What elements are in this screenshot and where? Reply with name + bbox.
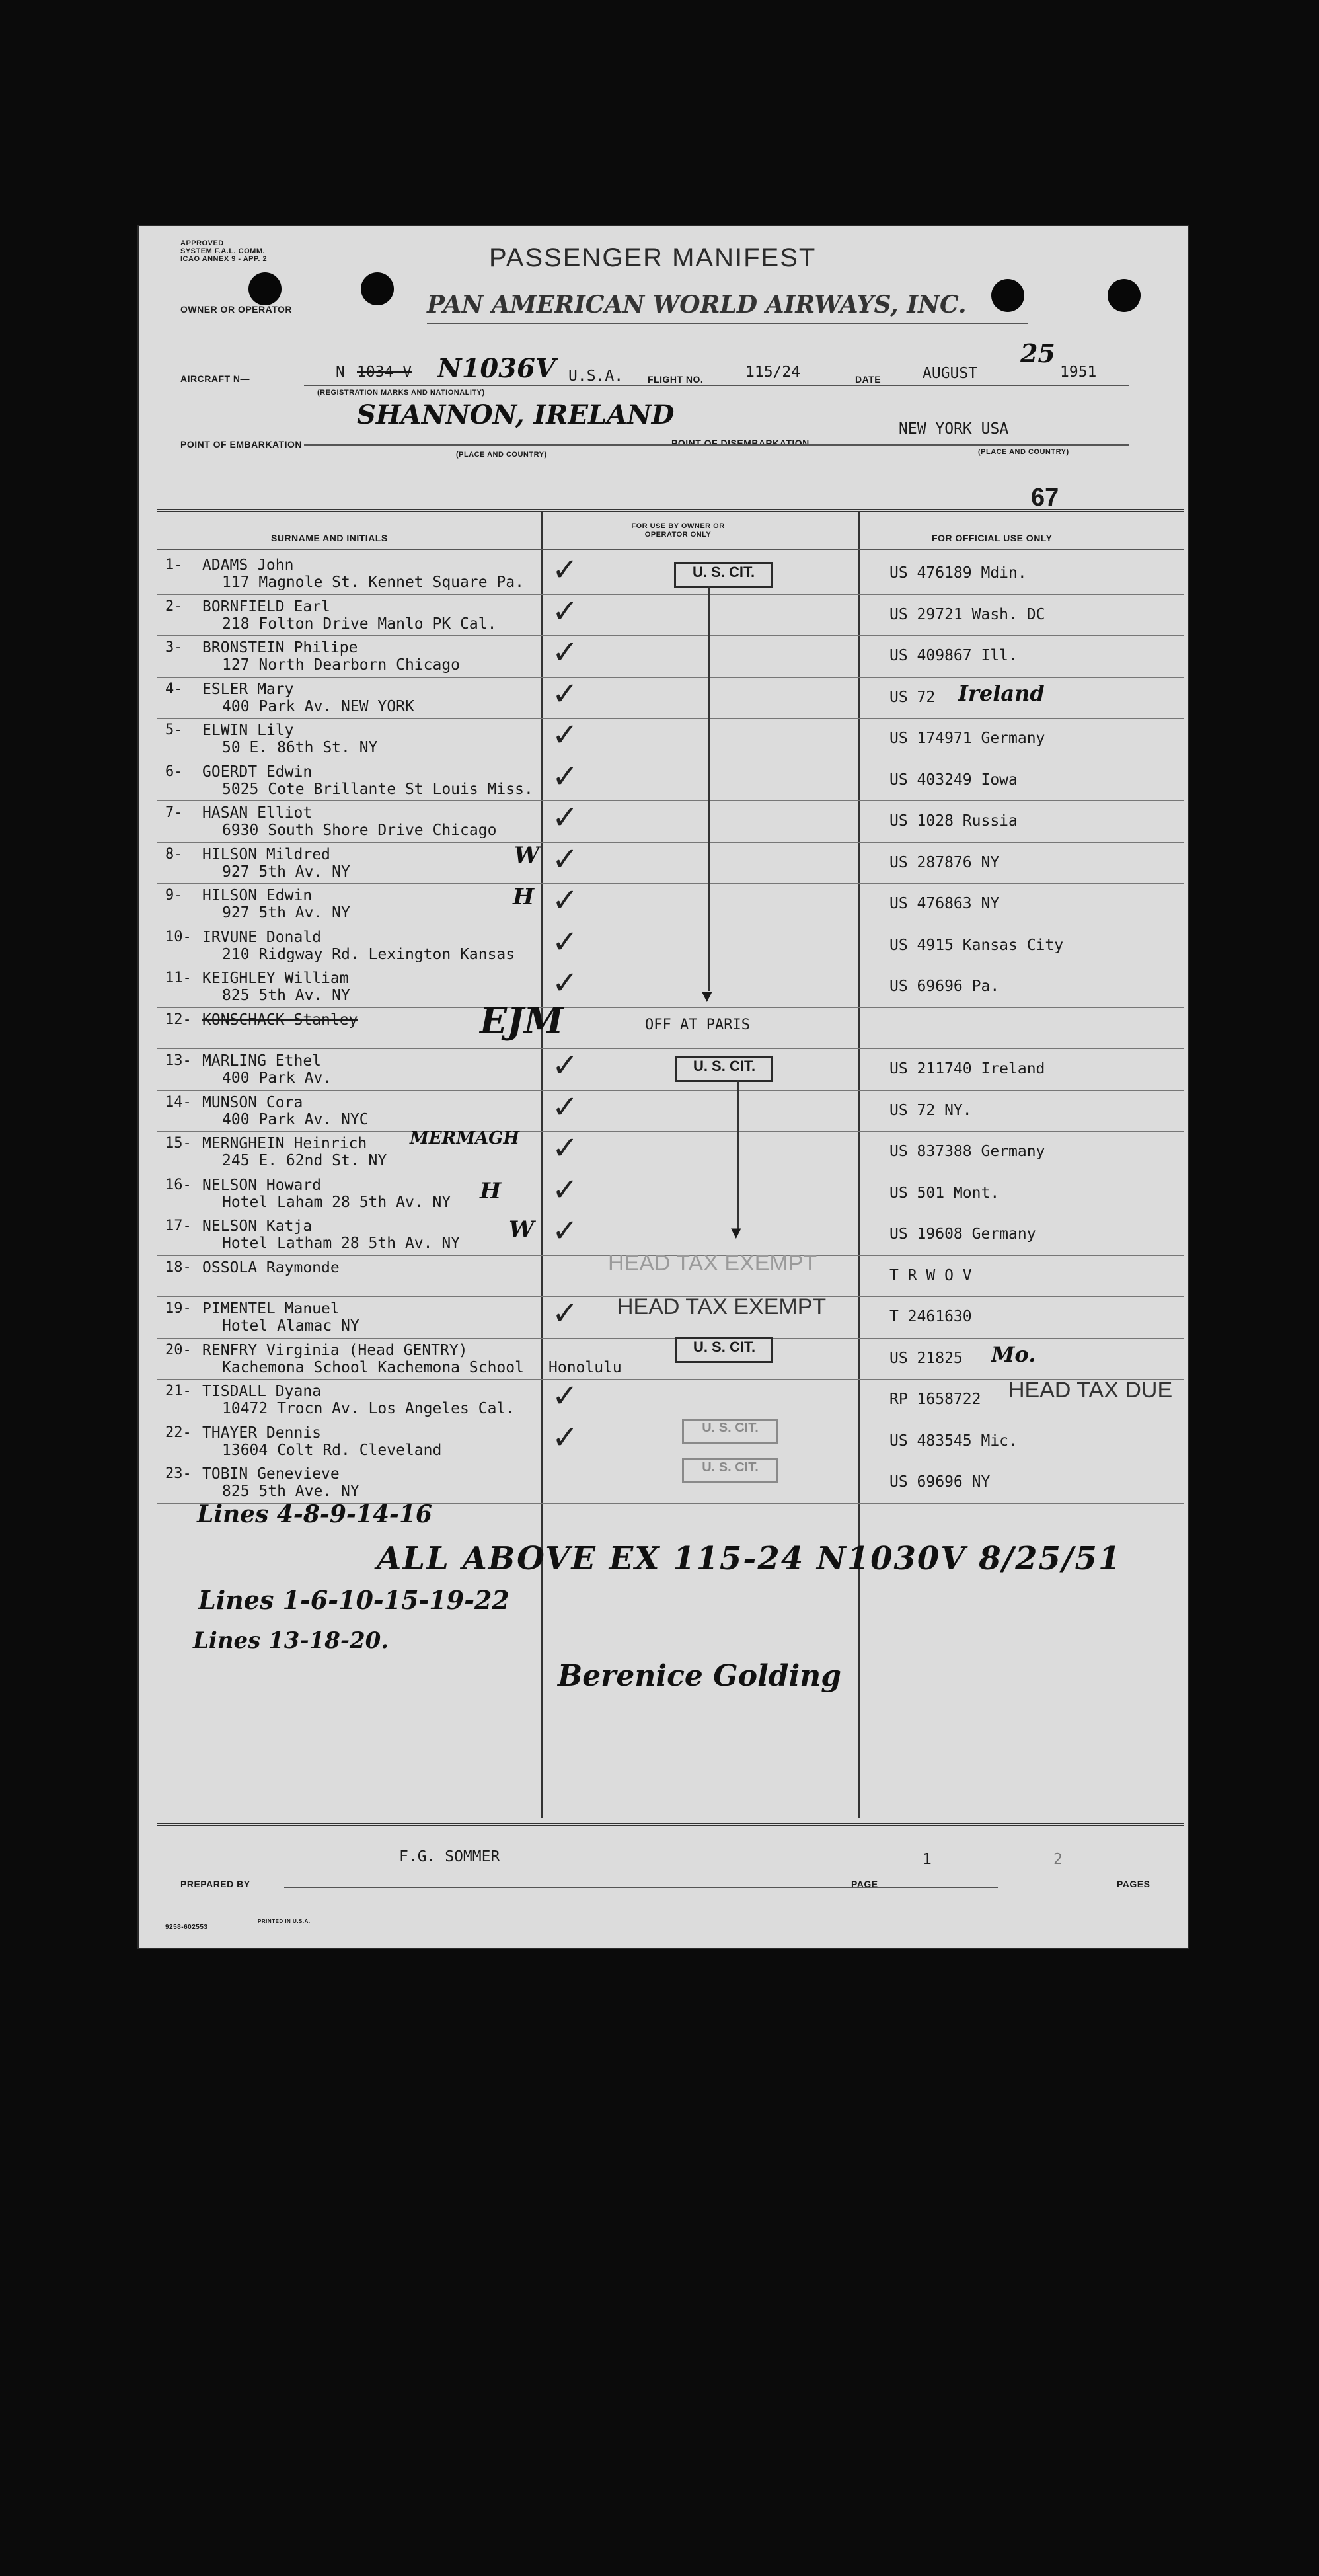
passenger-address: 400 Park Av. NEW YORK [222,697,414,715]
passenger-address: 825 5th Av. NY [222,987,350,1004]
check-mark: ✓ [552,675,579,713]
prepared-label: PREPARED BY [180,1879,250,1889]
form-number: 9258-602553 [165,1924,208,1931]
check-mark: ✓ [552,799,579,836]
passenger-address: 400 Park Av. NYC [222,1111,369,1128]
form-title: PASSENGER MANIFEST [489,243,817,272]
check-mark: ✓ [552,923,579,960]
annotation-all-above: ALL ABOVE EX 115-24 N1030V 8/25/51 [377,1540,1122,1577]
passenger-name: HASAN Elliot [202,804,313,822]
aircraft-country: U.S.A. [568,368,624,385]
row-separator [157,594,1184,595]
passenger-address: 825 5th Ave. NY [222,1483,359,1500]
row-separator [157,1048,1184,1049]
passenger-name: BORNFIELD Earl [202,598,330,615]
passenger-name: ESLER Mary [202,680,294,698]
official-entry: RP 1658722 [889,1391,981,1408]
passenger-address: 927 5th Av. NY [222,904,350,921]
check-mark: ✓ [552,840,579,878]
passenger-number: 5- [165,722,183,738]
passenger-number: 8- [165,845,183,863]
us-cit-stamp: U. S. CIT. [675,1337,773,1363]
annotation-lines-4-8: Lines 4-8-9-14-16 [197,1501,432,1528]
signature: Berenice Golding [558,1659,842,1693]
check-mark: ✓ [552,592,579,630]
annotation-lines-13-18: Lines 13-18-20. [193,1627,389,1654]
passenger-name: KEIGHLEY William [202,970,349,987]
official-entry: US 403249 Iowa [889,771,1018,789]
check-mark: ✓ [552,1378,579,1415]
margin-mark: W [509,1216,535,1243]
aircraft-handwritten: N1036V [437,353,556,384]
disembarkation-label: POINT OF DISEMBARKATION [671,438,810,448]
passenger-name: THAYER Dennis [202,1424,322,1442]
check-mark: ✓ [552,717,579,754]
passenger-name: KONSCHACK Stanley [202,1011,358,1029]
row-separator [157,718,1184,719]
head-tax-exempt-stamp-faint: HEAD TAX EXEMPT [608,1251,817,1276]
off-at-paris-stamp: OFF AT PARIS [645,1017,750,1033]
us-cit-stamp-faint: U. S. CIT. [682,1458,778,1483]
passenger-number: 12- [165,1011,192,1028]
us-cit-stamp: U. S. CIT. [674,562,773,588]
official-entry: US 19608 Germany [889,1226,1036,1243]
passenger-address: 127 North Dearborn Chicago [222,656,461,674]
passenger-name: NELSON Katja [202,1218,313,1235]
passenger-number: 17- [165,1218,192,1234]
row-separator [157,1131,1184,1132]
flight-label: FLIGHT NO. [648,374,704,385]
passenger-address: 5025 Cote Brillante St Louis Miss. [222,780,533,798]
official-entry-handwritten: Ireland [958,680,1045,706]
page-label: PAGE [851,1879,878,1889]
passenger-address: 210 Ridgway Rd. Lexington Kansas [222,945,515,963]
margin-mark: H [480,1178,502,1204]
check-mark: ✓ [552,1088,579,1126]
punch-hole [248,272,282,305]
official-entry: US 476863 NY [889,895,1000,912]
approved-line: APPROVED [180,239,224,247]
passenger-name: HILSON Edwin [202,887,313,904]
row-separator [157,800,1184,801]
passenger-number: 9- [165,887,183,904]
passenger-number: 13- [165,1052,192,1069]
punch-hole [1108,279,1141,312]
passenger-address: 10472 Trocn Av. Los Angeles Cal. [222,1400,515,1417]
passenger-number: 20- [165,1341,192,1358]
check-mark: ✓ [552,551,579,588]
disembark-note: (PLACE AND COUNTRY) [978,448,1069,456]
official-entry: US 287876 NY [889,853,1000,871]
passenger-number: 16- [165,1176,192,1193]
head-tax-due-stamp: HEAD TAX DUE [1008,1378,1173,1403]
official-entry: US 1028 Russia [889,812,1018,830]
passenger-name: ELWIN Lily [202,722,294,739]
airline-name: PAN AMERICAN WORLD AIRWAYS, INC. [427,291,967,319]
passenger-address-extra: Honolulu [548,1358,622,1376]
passenger-name: RENFRY Virginia (Head GENTRY) [202,1341,468,1359]
passenger-number: 4- [165,680,183,697]
row-separator [157,1338,1184,1339]
us-cit-stamp: U. S. CIT. [675,1056,773,1082]
prepared-by-value: F.G. SOMMER [399,1848,500,1865]
passenger-address: 245 E. 62nd St. NY [222,1152,387,1169]
date-day-handwritten: 25 [1020,338,1055,368]
row-separator [157,1090,1184,1091]
passenger-name: TISDALL Dyana [202,1383,322,1400]
passenger-name: OSSOLA Raymonde [202,1259,340,1276]
passenger-name: BRONSTEIN Philipe [202,639,358,656]
date-month: AUGUST [923,365,978,382]
official-entry: US 21825 [889,1349,963,1367]
official-entry: US 476189 Mdin. [889,565,1027,582]
passenger-number: 23- [165,1465,192,1482]
column-header-owner: FOR USE BY OWNER OR OPERATOR ONLY [631,522,725,539]
aircraft-struck: 1034-V [357,364,412,381]
place-note: (PLACE AND COUNTRY) [456,451,547,459]
check-mark: ✓ [552,882,579,919]
official-entry: US 837388 Germany [889,1143,1045,1160]
passenger-number: 11- [165,970,192,986]
passenger-name: MARLING Ethel [202,1052,322,1070]
passenger-number: 21- [165,1383,192,1399]
check-mark: ✓ [552,1212,579,1249]
passenger-address: 6930 South Shore Drive Chicago [222,822,497,839]
passenger-address: Hotel Laham 28 5th Av. NY [222,1193,451,1211]
margin-mark: H [513,884,535,910]
passenger-address: 218 Folton Drive Manlo PK Cal. [222,615,497,633]
passenger-number: 10- [165,928,192,945]
passenger-name: ADAMS John [202,557,294,574]
official-entry: US 174971 Germany [889,730,1045,747]
passenger-address: 400 Park Av. [222,1070,332,1087]
row-separator [157,842,1184,843]
passenger-address: 117 Magnole St. Kennet Square Pa. [222,574,524,591]
official-entry: US 69696 NY [889,1473,991,1491]
passenger-name: PIMENTEL Manuel [202,1300,340,1317]
check-mark: ✓ [552,1047,579,1084]
passenger-name: HILSON Mildred [202,845,330,863]
approved-block [180,239,267,263]
passenger-address: 50 E. 86th St. NY [222,739,378,756]
passenger-name: MERNGHEIN Heinrich [202,1135,367,1152]
registration-note: (REGISTRATION MARKS AND NATIONALITY) [317,389,485,397]
official-entry: US 211740 Ireland [889,1060,1045,1077]
date-year: 1951 [1060,364,1097,381]
passenger-name-handwritten: MERMAGH [410,1128,519,1148]
passenger-number: 1- [165,557,183,573]
pages-label: PAGES [1117,1879,1150,1889]
passenger-address: Hotel Latham 28 5th Av. NY [222,1235,461,1252]
passenger-address: Kachemona School Kachemona School [222,1358,524,1376]
total-pages: 2 [1053,1851,1063,1868]
official-entry: US 72 [889,688,936,706]
official-entry: US 483545 Mic. [889,1432,1018,1450]
approved-line: ICAO ANNEX 9 - APP. 2 [180,255,268,263]
punch-hole [361,272,394,305]
row-separator [157,677,1184,678]
owner-label: OWNER OR OPERATOR [180,304,292,315]
check-mark: ✓ [552,1171,579,1208]
disembarkation-value: NEW YORK USA [899,420,1009,438]
passenger-address: 13604 Colt Rd. Cleveland [222,1441,442,1459]
margin-mark: W [514,842,540,869]
official-entry: US 72 NY. [889,1101,972,1119]
us-cit-stamp-faint: U. S. CIT. [682,1419,778,1444]
embarkation-handwritten: SHANNON, IRELAND [357,399,675,430]
page-number: 1 [923,1851,932,1868]
passenger-number: 2- [165,598,183,615]
aircraft-label: AIRCRAFT N— [180,373,250,384]
column-header-surname: SURNAME AND INITIALS [271,533,388,543]
passenger-number: 7- [165,804,183,821]
passenger-number: 15- [165,1135,192,1151]
margin-mark: EJM [480,999,564,1042]
official-entry: US 69696 Pa. [889,978,1000,995]
passenger-number: 6- [165,763,183,780]
passenger-address: Hotel Alamac NY [222,1317,359,1335]
official-entry-handwritten: Mo. [991,1341,1036,1367]
official-entry: US 409867 Ill. [889,647,1018,664]
check-mark: ✓ [552,1130,579,1167]
passenger-number: 14- [165,1093,192,1111]
passenger-name: TOBIN Genevieve [202,1465,340,1483]
printed-in: PRINTED IN U.S.A. [258,1918,311,1924]
passenger-number: 22- [165,1424,192,1441]
check-mark: ✓ [552,758,579,795]
passenger-name: NELSON Howard [202,1176,322,1194]
passenger-name: IRVUNE Donald [202,928,322,946]
row-separator [157,1007,1184,1008]
official-entry: US 501 Mont. [889,1184,1000,1202]
corner-number: 67 [1031,484,1059,512]
approved-line: SYSTEM F.A.L. COMM. [180,247,266,255]
passenger-name: GOERDT Edwin [202,763,313,781]
column-header-official: FOR OFFICIAL USE ONLY [932,533,1053,543]
check-mark: ✓ [552,1419,579,1456]
manifest-sheet: APPROVED SYSTEM F.A.L. COMM. ICAO ANNEX 9 - APP. 2 PASSENGER MANIFEST OWNER OR OPERATOR PAN AMERICAN WORLD AIRWAYS, INC. AIRCRAFT N— N 1034-V N1036V U.S.A. (REGISTRATION MARKS AND NATIONALITY) FLIGHT NO. 115/24 DATE AUGUST 25 1951 SHANNON, IRELAND POINT OF EMBARKATION (PLACE AND COUNTRY) POINT OF DISEMBARKATION NEW YORK USA (PLACE AND COUNTRY) 67 SURNAME AND INITIALS FOR USE BY OWNER OR OPERATOR ONLY FOR OFFICIAL USE ONLY 1- ADAMS John 117 Magnole St. Kennet Square Pa. US 476189 Mdin. ✓ 2- BORNFIELD Earl 218 Folton Drive Manlo PK Cal. US 29721 Wash. DC ✓ 3- BRONSTEIN Philipe 127 North Dearborn Chicago US 409867 Ill. ✓ 4- ESLER Mary 400 Park Av. NEW YORK US 72 Ireland ✓ 5- ELWIN Lily 50 E. 86th St. NY US 174971 Germany ✓ 6- GOERDT Edwin 5025 Cote Brillante St Louis Miss. US 403249 Iowa ✓ 7- HASAN Elliot 6930 South Shore Drive Chicago US 1028 Russia ✓ 8- HILSON Mildred 927 5th Av. NY US 287876 NY ✓ 9- HILSON Edwin 927 5th Av. NY US 476863 NY ✓ 10- IRVUNE Donald 210 Ridgway Rd. Lexington Kansas US 4915 Kansas City ✓ 11- KEIGHLEY William 825 5th Av. NY US 69696 Pa. ✓ 12- KONSCHACK Stanley 13- MARLING Ethel 400 Park Av. US 211740 Ireland ✓ 14- MUNSON Cora 400 Park Av. NYC US 72 NY. ✓ 15- MERNGHEIN Heinrich MERMAGH 245 E. 62nd St. NY US 837388 Germany ✓ 16- NELSON Howard Hotel Laham 28 5th Av. NY US 501 Mont. ✓ 17- NELSON Katja Hotel Latham 28 5th Av. NY US 19608 Germany ✓ 18- OSSOLA Raymonde T R W O V 19- PIMENTEL Manuel Hotel Alamac NY T 2461630 ✓ 20- RENFRY Virginia (Head GENTRY) Kachemona School Kachemona School Honolulu US 21825 Mo. 21- TISDALL Dyana 10472 Trocn Av. Los Angeles Cal. RP 1658722 ✓ 22- THAYER Dennis 13604 Colt Rd. Cleveland US 483545 Mic. ✓ 23- TOBIN Genevieve 825 5th Ave. NY US 69696 NY U. S. CIT. ▼ OFF AT PARIS U. S. CIT. ▼ HEAD TAX EXEMPT HEAD TAX EXEMPT U. S. CIT. HEAD TAX DUE U. S. CIT. U. S. CIT. W H EJM H W Lines 4-8-9-14-16 ALL ABOVE EX 115-24 N1030V 8/25/51 Lines 1-6-10-15-19-22 Lines 13-18-20. Berenice Golding F.G. SOMMER PREPARED BY 1 PAGE 2 PAGES 9258-602553 PRINTED IN U.S.A. [139,226,1188,1948]
date-label: DATE [855,374,882,385]
passenger-name: MUNSON Cora [202,1093,303,1111]
head-tax-exempt-stamp: HEAD TAX EXEMPT [617,1294,827,1319]
row-separator [157,635,1184,636]
official-entry: T 2461630 [889,1308,972,1325]
official-entry: US 4915 Kansas City [889,936,1064,954]
aircraft-prefix: N [336,364,345,381]
annotation-lines-1-6: Lines 1-6-10-15-19-22 [198,1585,509,1615]
embarkation-label: POINT OF EMBARKATION [180,439,302,449]
passenger-number: 3- [165,639,183,656]
check-mark: ✓ [552,1295,579,1332]
check-mark: ✓ [552,634,579,671]
official-entry: T R W O V [889,1267,972,1284]
row-separator [157,883,1184,884]
passenger-number: 19- [165,1300,192,1317]
official-entry: US 29721 Wash. DC [889,605,1045,623]
passenger-address: 927 5th Av. NY [222,863,350,880]
flight-no: 115/24 [745,364,801,381]
passenger-number: 18- [165,1259,192,1276]
check-mark: ✓ [552,964,579,1001]
punch-hole [991,279,1024,312]
